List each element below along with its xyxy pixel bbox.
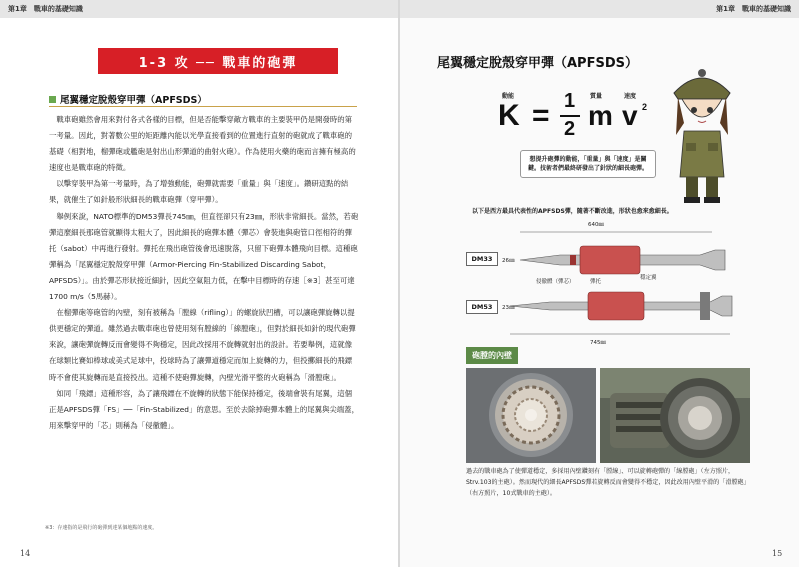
fin-label: 穩定翼: [640, 275, 657, 281]
photo-caption: 過去的戰車砲為了使彈道穩定，多採用內壁鑽刻有「膛線」、可以旋轉砲彈的「線膛砲」（左方照片，Strv.103的主砲）。然而現代的細長APFSDS彈若旋轉反而會變得不穩定，因此改用內壁平滑的「滑膛砲」（右方照片，10式戰車的主砲）。: [466, 468, 750, 497]
label-energy: 動能: [502, 93, 515, 100]
section-heading: [49, 92, 207, 106]
section-heading-text: 尾翼穩定脫殼穿甲彈（APFSDS）: [60, 95, 207, 106]
bore-section-tag: 砲膛的內壁: [466, 347, 518, 364]
label-velocity: 速度: [624, 93, 637, 100]
page-number-left: 14: [20, 549, 31, 558]
speech-bubble: 想提升砲彈的動能，「重量」與「速度」是關鍵。技術者們最終研發出了針狀的細長砲彈。: [520, 150, 656, 178]
left-chapter-tag: 第1章 戰車的基礎知識: [8, 5, 83, 13]
kinetic-energy-formula: [440, 80, 655, 150]
formula-exponent: 2: [642, 102, 648, 112]
paragraph: 舉例來說，NATO標準的DM53彈長745㎜，但直徑卻只有23㎜，形狀非常細長。當然，若砲彈這麼細長那砲管就顯得太粗大了，因此細長的砲彈本體（彈芯）會裝進與砲管口徑相符的彈托（sabot）中再進行發射。彈托在飛出砲管後會迅速脫落，只留下砲彈本體飛向目標。這種砲彈稱為「尾翼穩定脫殼穿甲彈（Armor-Piercing Fin-Stabilized Discarding Sabot，APFSDS）」。由於彈芯形狀接近細針，因此空氣阻力低，在擊中目標時的存速［※3］甚至可達1700 m/s（5馬赫）。: [49, 211, 359, 302]
left-page: [0, 0, 399, 567]
paragraph: 以擊穿裝甲為第一考量時，為了增強動能，砲彈就需要「重量」與「速度」。鑽研這點的結果，就催生了如針般形狀細長的戰車砲彈（穿甲彈）。: [49, 179, 349, 205]
footnote: ※3：存速指的是飛行的砲彈到達某個地點的速度。: [45, 525, 158, 531]
paragraph: 戰車砲雖然會用來對付各式各樣的目標，但是否能擊穿敵方戰車的主要裝甲仍是開發時的第一考量。因此，對著數公里的矩距離內能以光學直接看到的位置進行直射的砲就成了戰車砲的基礎（相對地，榴彈砲或艦砲是射出山形彈道的曲射火砲）。作為使用火藥的砲而言擁有極高的速度也是戰車砲的特徵。: [49, 115, 356, 173]
page-number-right: 15: [772, 549, 783, 558]
formula-numerator: 1: [564, 90, 576, 112]
length-640: 640㎜: [588, 222, 604, 228]
formula-denominator: 2: [564, 118, 576, 140]
rifled-bore-photo: [466, 368, 596, 463]
length-745: 745㎜: [590, 340, 606, 346]
formula-equals: =: [532, 99, 550, 132]
formula-k: K: [498, 99, 520, 132]
right-page: [400, 0, 799, 567]
penetrator-label: 侵徹體（彈芯）: [536, 279, 575, 285]
right-title: 尾翼穩定脫殼穿甲彈（APFSDS）: [437, 56, 638, 71]
diagram-title: 以下是西方最具代表性的APFSDS彈，隨著不斷改進，形狀也愈來愈細長。: [472, 208, 673, 215]
smoothbore-photo: [600, 368, 750, 463]
heading-rule: [49, 106, 357, 107]
dm53-diameter: 23㎜: [502, 305, 515, 311]
fraction-line: [560, 115, 580, 117]
formula-v: v: [622, 100, 638, 131]
formula-m: m: [588, 100, 613, 131]
body-text: [49, 112, 359, 434]
label-mass: 質量: [590, 93, 603, 100]
right-chapter-tag: 第1章 戰車的基礎知識: [716, 5, 791, 13]
dm53-label: DM53: [466, 300, 498, 314]
page-title: 1-3 攻 ── 戰車的砲彈: [98, 48, 338, 74]
paragraph: 如同「飛鏢」這種形容，為了讓飛鏢在不旋轉的狀態下能保持穩定，後端會裝有尾翼，這個正是APFSDS彈「FS」──「Fin-Stabilized」的意思。至於去除掉砲彈本體上的尾翼與尖端蓋，用來擊穿甲的「芯」則稱為「侵徹體」。: [49, 388, 359, 430]
green-square-icon: [49, 96, 56, 103]
sabot-label: 彈托: [590, 279, 602, 285]
paragraph: 在榴彈砲等砲管的內壁，刻有被稱為「膛線（rifling）」的螺旋狀凹槽，可以讓砲彈旋轉以提供更穩定的彈道。雖然過去戰車砲也曾使用刻有膛線的「線膛砲」，但對於細長如針的現代砲彈來說，讓砲彈旋轉反而會變得不夠穩定，因此改採用不旋轉就射出的設計。若要舉例，這就像在球類比賽如棒球或美式足球中，投球時為了讓彈道穩定而加上旋轉的力，但投擲細長的飛鏢時不會使其旋轉而是直接投出。這種不使砲彈旋轉，內壁光滑平整的火砲稱為「滑膛砲」。: [49, 308, 356, 382]
dm33-label: DM33: [466, 252, 498, 266]
dm33-diameter: 26㎜: [502, 258, 515, 264]
tank-commander-illustration: [662, 65, 742, 205]
